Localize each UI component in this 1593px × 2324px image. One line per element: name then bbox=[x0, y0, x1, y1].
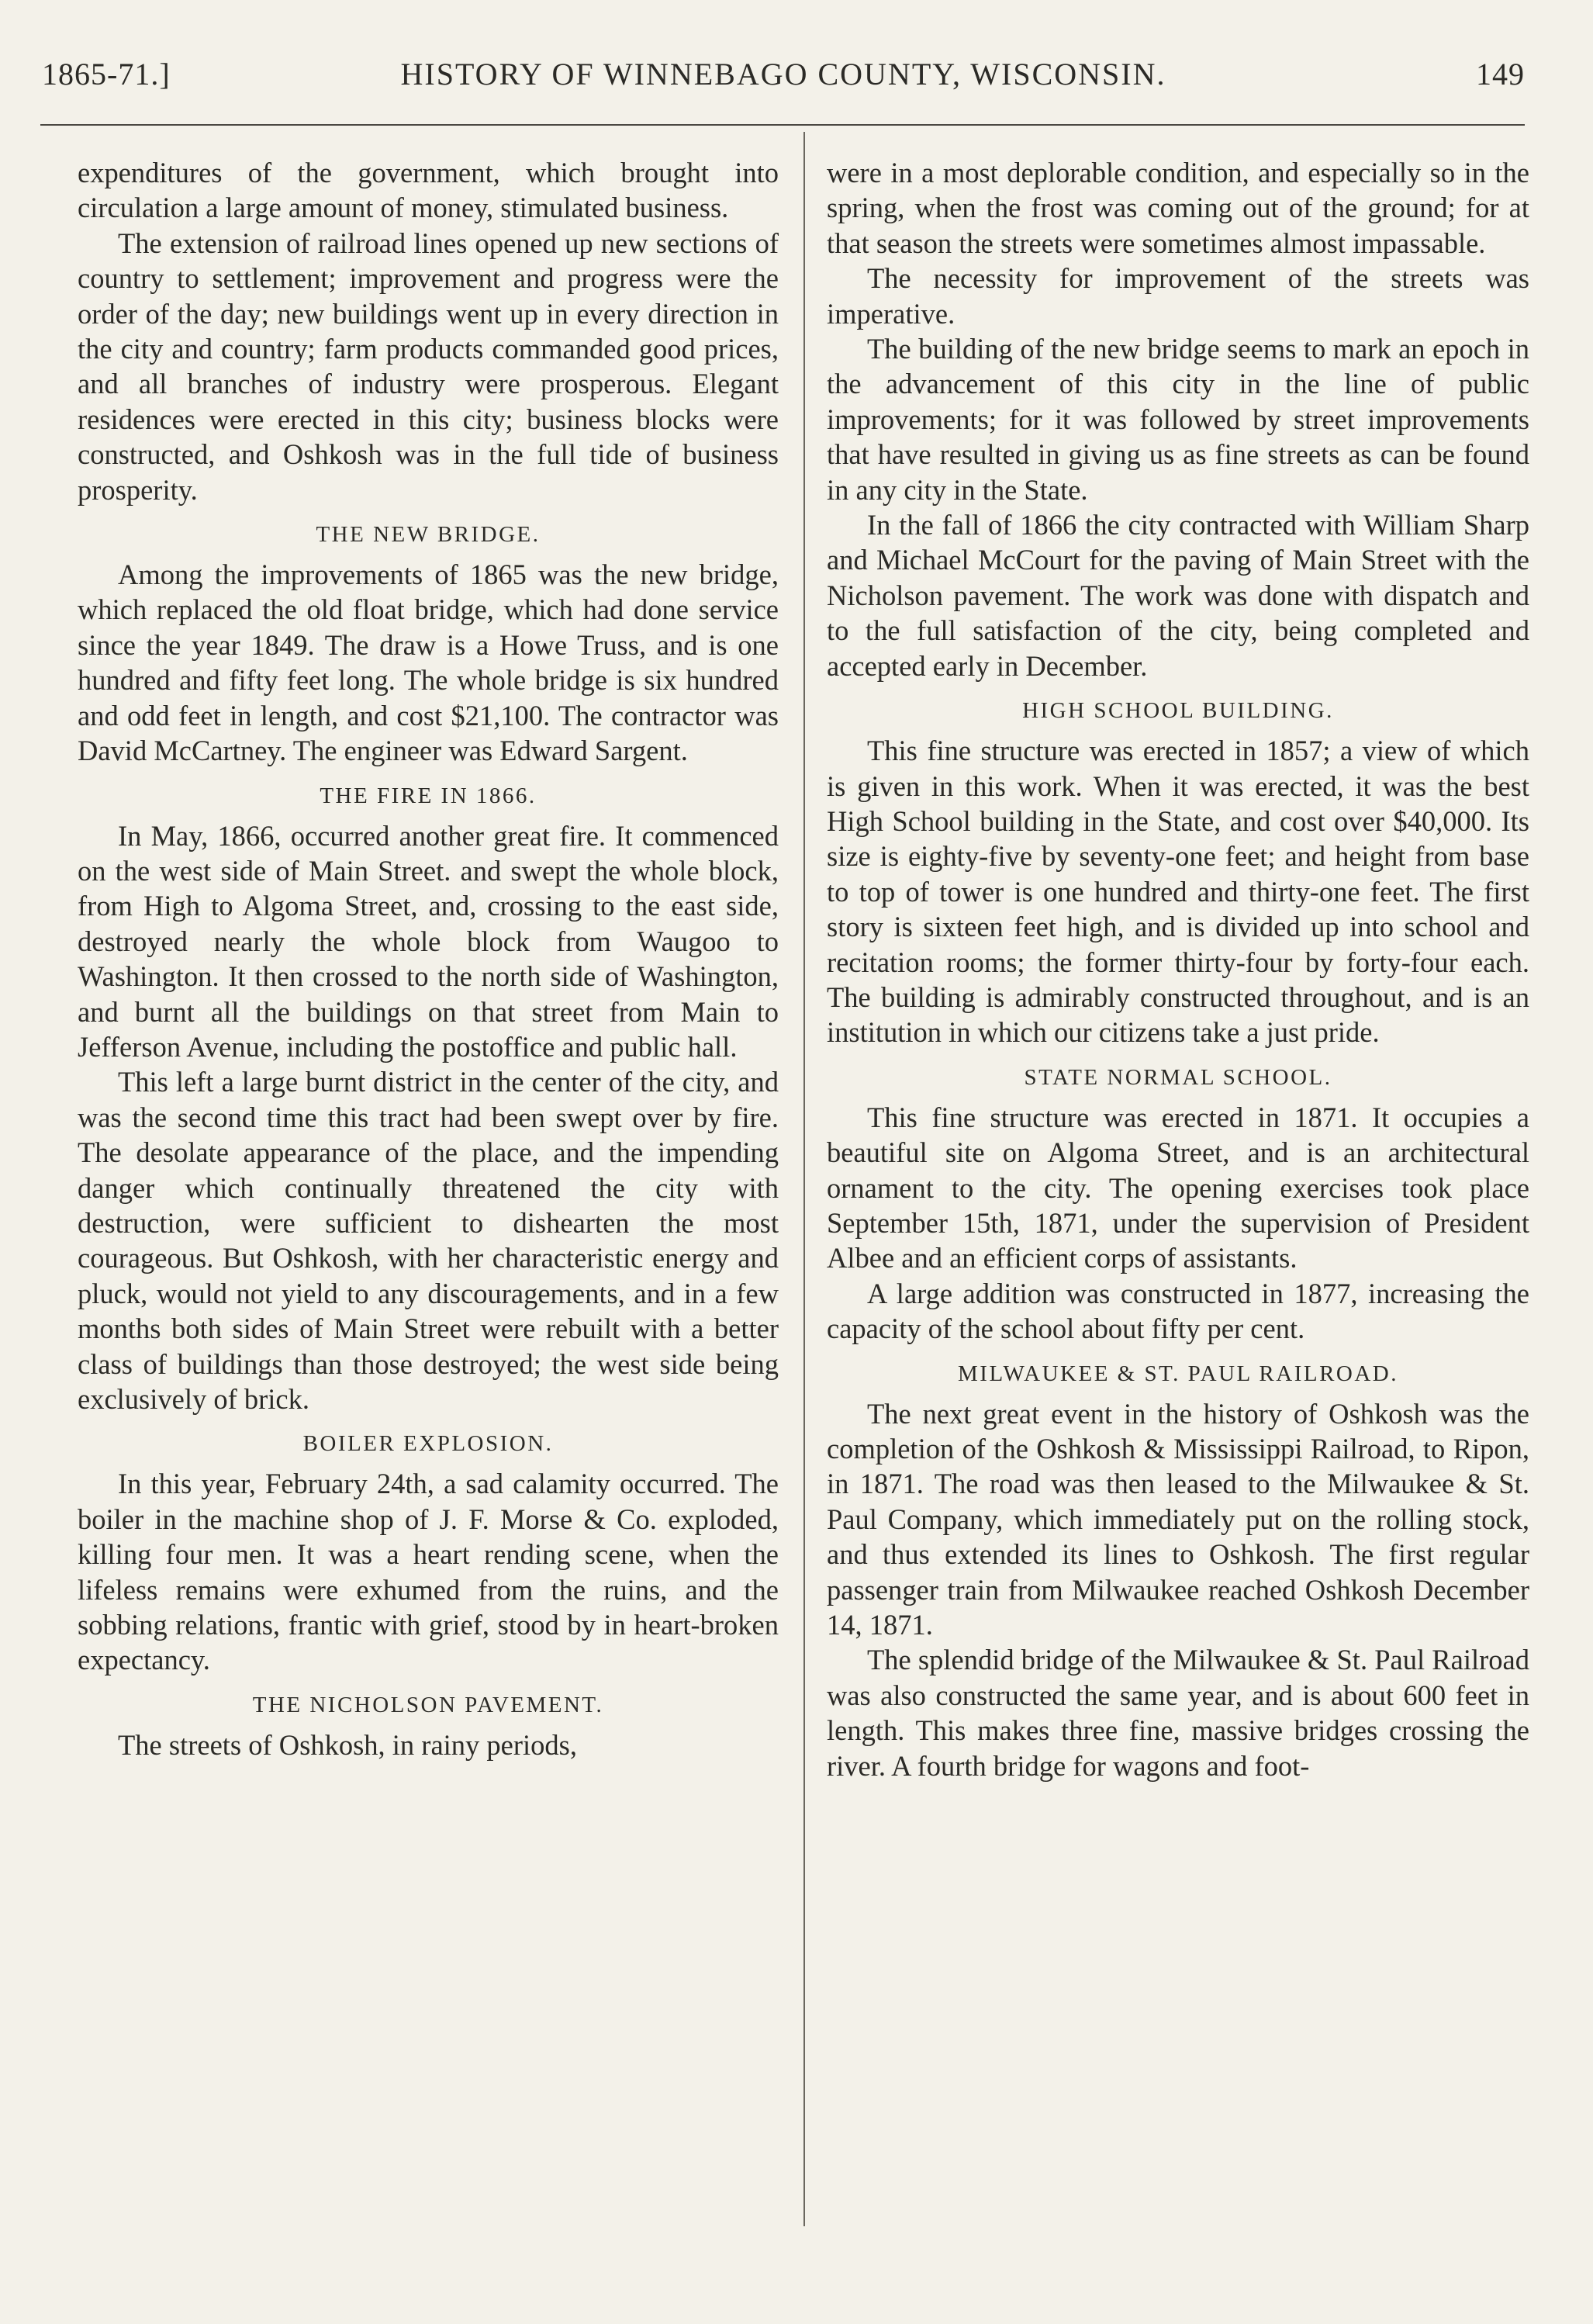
header-title: HISTORY OF WINNEBAGO COUNTY, WISCONSIN. bbox=[400, 57, 1166, 92]
paragraph: A large addition was constructed in 1877, increasing the capacity of the school about fifty per cent. bbox=[827, 1277, 1529, 1345]
paragraph: were in a most deplorable condition, and especially so in the spring, when the frost was coming out of the ground; for at that season the streets were sometimes almost impassable. bbox=[827, 157, 1529, 259]
paragraph: In May, 1866, occurred another great fire. It commenced on the west side of Main Street. and swept the whole block, from High to Algoma Street, and, crossing to the east side, destroyed nearly the whole block from Waugoo to Washington. It then crossed to the north side of Washington, and burnt all the buildings on that street from Main to Jefferson Avenue, including the postoffice and public hall. bbox=[78, 819, 779, 1063]
left-column bbox=[78, 155, 779, 1762]
section-heading-fire: THE FIRE IN 1866. bbox=[320, 783, 537, 808]
paragraph: The necessity for improvement of the streets was imperative. bbox=[827, 262, 1529, 330]
right-column bbox=[827, 155, 1529, 1783]
paragraph: The streets of Oshkosh, in rainy periods, bbox=[118, 1728, 578, 1761]
paragraph: The next great event in the history of Oshkosh was the completion of the Oshkosh & Mississippi Railroad, to Ripon, in 1871. The road was then leased to the Milwaukee & St. Paul Company, which immediately put on the rolling stock, and thus extended its lines to Oshkosh. The first regular passenger train from Milwaukee reached Oshkosh December 14, 1871. bbox=[827, 1397, 1529, 1641]
paragraph: The building of the new bridge seems to mark an epoch in the advancement of this city in the line of public improvements; for it was followed by street improvements that have resulted in giving us as fine streets as can be found in any city in the State. bbox=[827, 333, 1529, 506]
running-header bbox=[42, 56, 1525, 95]
paragraph: In the fall of 1866 the city contracted with William Sharp and Michael McCourt for the paving of Main Street with the Nicholson pavement. The work was done with dispatch and to the full satisfaction of the city, being completed and accepted early in December. bbox=[827, 509, 1529, 682]
section-heading-nicholson: THE NICHOLSON PAVEMENT. bbox=[252, 1692, 604, 1717]
paragraph: The extension of railroad lines opened up new sections of country to settlement; improvement and progress were the order of the day; new buildings went up in every direction in the city and country; farm products commanded good prices, and all branches of industry were prosperous. Elegant residences were erected in this city; business blocks were constructed, and Oshkosh was in the full tide of business prosperity. bbox=[78, 227, 779, 506]
paragraph: This fine structure was erected in 1871. It occupies a beautiful site on Algoma Street, and is an architectural ornament to the city. The opening exercises took place September 15th, 1871, under the supervision of President Albee and an efficient corps of assistants. bbox=[827, 1101, 1529, 1274]
paragraph: The splendid bridge of the Milwaukee & St. Paul Railroad was also constructed the same year, and is about 600 feet in length. This makes three fine, massive bridges crossing the river. A fourth bridge for wagons and foot- bbox=[827, 1644, 1529, 1782]
paragraph: Among the improvements of 1865 was the new bridge, which replaced the old float bridge, which had done service since the year 1849. The draw is a Howe Truss, and is one hundred and fifty feet long. The whole bridge is six hundred and odd feet in length, and cost $21,100. The contractor was David McCartney. The engineer was Edward Sargent. bbox=[78, 559, 779, 767]
paragraph: In this year, February 24th, a sad calamity occurred. The boiler in the machine shop of J. F. Morse & Co. exploded, killing four men. It was a heart rending scene, when the lifeless remains were exhumed from the ruins, and the sobbing relations, frantic with grief, stood by in heart-broken expectancy. bbox=[78, 1468, 779, 1676]
page-number: 149 bbox=[1476, 57, 1525, 92]
section-heading-boiler: BOILER EXPLOSION. bbox=[302, 1431, 554, 1457]
section-heading-new-bridge: THE NEW BRIDGE. bbox=[316, 522, 541, 548]
paragraph: This fine structure was erected in 1857; a view of which is given in this work. When it was erected, it was the best High School building in the State, and cost over $40,000. Its size is eighty-five by seventy-one feet; and height from base to top of tower is one hundred and thirty-one feet. The first story is sixteen feet high, and is divided up into school and recitation rooms; the former thirty-four by forty-four each. The building is admirably constructed throughout, and is an institution in which our citizens take a just pride. bbox=[827, 735, 1529, 1049]
paragraph: expenditures of the government, which brought into circulation a large amount of money, stimulated business. bbox=[78, 157, 779, 224]
section-heading-high-school: HIGH SCHOOL BUILDING. bbox=[1022, 698, 1334, 724]
section-heading-railroad: MILWAUKEE & ST. PAUL RAILROAD. bbox=[958, 1361, 1398, 1386]
paragraph: This left a large burnt district in the center of the city, and was the second time this tract had been swept over by fire. The desolate appearance of the place, and the impending danger which continually threatened the city with destruction, were sufficient to dishearten the most courageous. But Oshkosh, with her characteristic energy and pluck, would not yield to any discouragements, and in a few months both sides of Main Street were rebuilt with a better class of buildings than those destroyed; the west side being exclusively of brick. bbox=[78, 1066, 779, 1415]
section-heading-normal-school: STATE NORMAL SCHOOL. bbox=[1024, 1064, 1332, 1090]
header-rule bbox=[40, 124, 1525, 126]
header-years: 1865-71.] bbox=[42, 57, 171, 92]
column-divider bbox=[803, 132, 805, 2226]
